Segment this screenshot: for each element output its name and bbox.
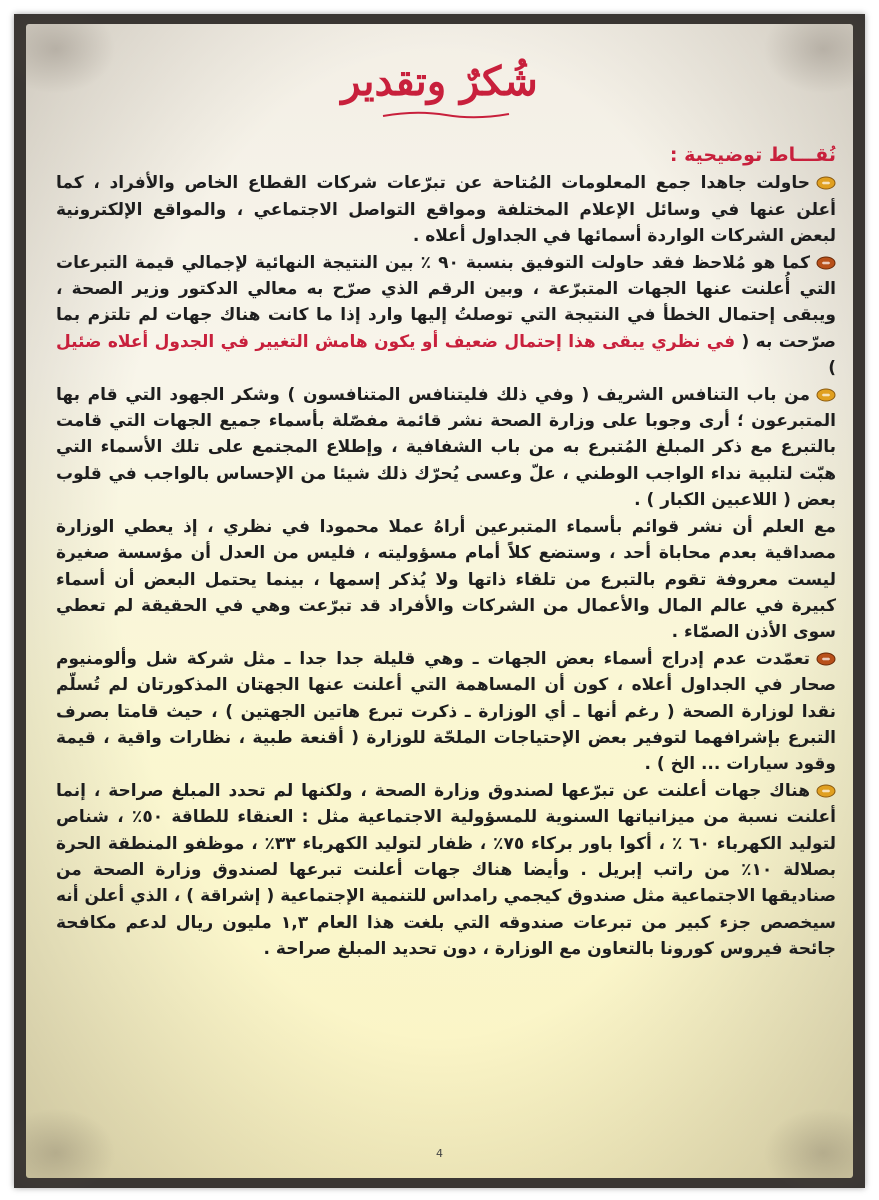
paragraph-2-text: كما هو مُلاحظ فقد حاولت التوفيق بنسبة ٩٠ ٪ بين النتيجة النهائية لإجمالي قيمة التبرعات التي أُعلنت عنها الجهات المتبرّعة ، وبين الرقم الذي صرّح به معالي الدكتور وزير الصحة ، ويبقى إحتمال الخطأ في النتيجة التي توصلتُ إليها وارد إذا ما كانت هناك جهات لم تلتزم بما صرّحت به ( xyxy=(56,252,836,352)
title-flourish-icon xyxy=(381,110,511,120)
page-title: شُكرٌ وتقدير xyxy=(341,58,538,105)
football-icon xyxy=(816,256,836,270)
paragraph-3-text: من باب التنافس الشريف ( وفي ذلك فليتنافس المتنافسون ) وشكر الجهود التي قام بها المتبرعون ؛ أرى وجوبا على وزارة الصحة نشر قائمة مفصّلة بأسماء جميع الجهات التي قامت بالتبرع مع ذكر المبلغ المُتبرع به من باب الشفافية ، وإطلاع المجتمع على تلك الأسماء التي هبّت لتلبية نداء الواجب الوطني ، علّ وعسى يُحرّك ذلك شيئا من الإحساس بالواجب في قلوب بعض ( اللاعبين الكبار ) . xyxy=(56,384,836,511)
section-title: نُقـــاط توضيحية : xyxy=(669,144,836,166)
paragraph-3 xyxy=(56,382,836,514)
paragraph-2-closing: ) xyxy=(828,358,836,379)
paragraph-5 xyxy=(56,646,836,778)
paragraph-6-text: هناك جهات أعلنت عن تبرّعها لصندوق وزارة الصحة ، ولكنها لم تحدد المبلغ صراحة ، إنما أعلنت نسبة من ميزانياتها السنوية للمسؤولية الاجتماعية مثل : العنقاء للطاقة ٥٠٪ ، شناص لتوليد الكهرباء ٦٠ ٪ ، أكوا باور بركاء ٧٥٪ ، ظفار لتوليد الكهرباء ٣٣٪ ، موظفو المنطقة الحرة بصلالة ١٠٪ من راتب إبريل . وأيضا هناك جهات أعلنت تبرعها لصندوق وزارة الصحة من صناديقها الاجتماعية مثل صندوق كيجمي رامداس للتنمية الإجتماعية ( إشراقة ) ، الذي أعلن أنه سيخصص جزء كبير من تبرعات صندوقه التي بلغت هذا العام ١,٣ مليون ريال لدعم مكافحة جائحة فيروس كورونا بالتعاون مع الوزارة ، دون تحديد المبلغ صراحة . xyxy=(56,780,837,960)
football-icon xyxy=(816,652,836,666)
paragraph-2 xyxy=(56,250,836,382)
paragraph-4 xyxy=(56,514,836,646)
paragraph-4-text: مع العلم أن نشر قوائم بأسماء المتبرعين أراهُ عملا محمودا في نظري ، إذ يعطي الوزارة مصداقية بعدم محاباة أحد ، وستضع كلاً أمام مسؤوليته ، فليس من العدل أن مؤسسة صغيرة ليست معروفة تقوم بالتبرع من تلقاء ذاتها ولا يُذكر إسمها ، بينما يحتمل البعض أن أسماء كبيرة في عالم المال والأعمال من الشركات والأفراد قد تبرّعت وهي في الحقيقة لم تعطي سوى الأذن الصمّاء . xyxy=(56,516,836,643)
football-icon xyxy=(816,388,836,402)
document-paper xyxy=(26,24,853,1178)
paragraph-5-text: تعمّدت عدم إدراج أسماء بعض الجهات ـ وهي قليلة جدا جدا ـ مثل شركة شل وألومنيوم صحار في الجداول أعلاه ، كون أن المساهمة التي أعلنت عنها الجهتان المذكورتان لم تُسلّم نقدا لوزارة الصحة ( رغم أنها ـ أي الوزارة ـ ذكرت تبرع هاتين الجهتين ) ، حيث قامتا بصرف التبرع بإشرافهما لتوفير بعض الإحتياجات الملحّة للوزارة ( أقنعة طبية ، نظارات واقية ، قيمة وقود سيارات ... الخ ) . xyxy=(56,648,836,775)
paragraph-6 xyxy=(56,778,836,963)
paragraph-2-highlight: في نظري يبقى هذا إحتمال ضعيف أو يكون هامش التغيير في الجدول أعلاه ضئيل xyxy=(56,331,736,352)
paragraph-1-text: حاولت جاهدا جمع المعلومات المُتاحة عن تبرّعات شركات القطاع الخاص والأفراد ، كما أعلن عنها في وسائل الإعلام المختلفة ومواقع التواصل الاجتماعي ، والمواقع الإلكترونية لبعض الشركات الواردة أسمائها في الجداول أعلاه . xyxy=(56,173,836,247)
paragraph-1 xyxy=(56,170,836,249)
document-body xyxy=(56,142,836,963)
document-frame xyxy=(14,14,865,1188)
football-icon xyxy=(816,176,836,190)
football-icon xyxy=(816,784,836,798)
page-number: 4 xyxy=(436,1147,443,1160)
